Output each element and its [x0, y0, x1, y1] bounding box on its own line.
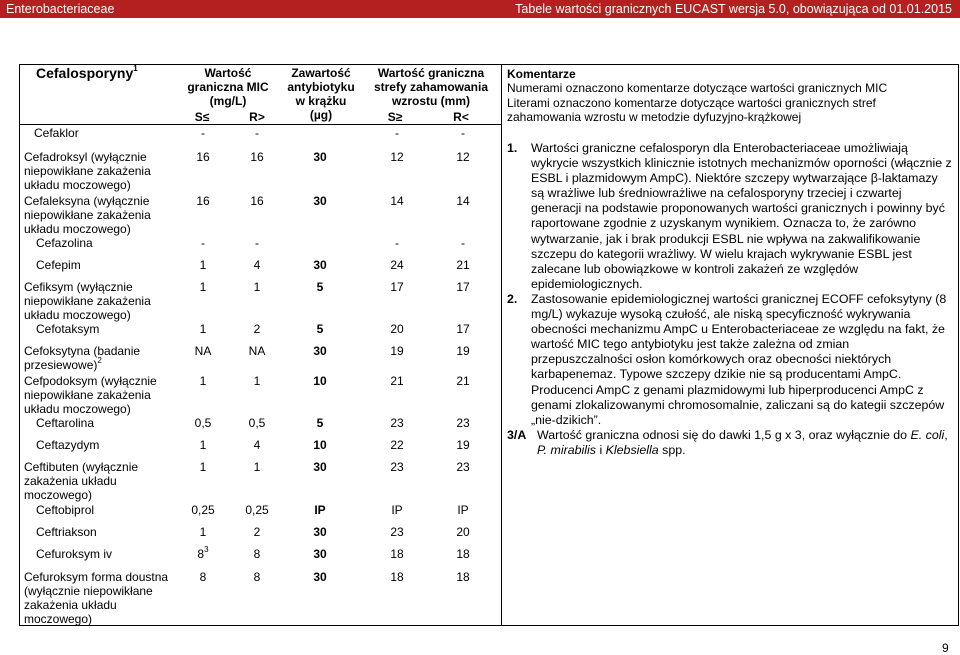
col-header-zone: Wartość graniczna strefy zahamowania wzrostu (mm)	[373, 66, 489, 108]
cell-zone-r: IP	[457, 503, 469, 517]
comments-notes	[507, 141, 953, 458]
cell-disk: 30	[313, 525, 327, 539]
cell-mic-s: 1	[199, 525, 207, 539]
cell-mic-r: -	[255, 126, 259, 140]
cell-zone-s: 23	[390, 416, 404, 430]
cell-mic-s: 1	[199, 258, 207, 272]
cell-mic-r: 8	[253, 570, 261, 584]
cell-mic-s: 8	[199, 570, 207, 584]
cell-disk: 5	[316, 280, 324, 294]
cell-mic-s: 16	[196, 194, 210, 208]
cell-zone-s: 17	[390, 280, 404, 294]
page-header-banner	[0, 0, 960, 18]
antibiotic-name: Cefoksytyna (badanie przesiewowe)$^2$	[24, 344, 141, 372]
cell-mic-r: 1	[253, 280, 261, 294]
cell-mic-r: 0,25	[245, 503, 269, 517]
table-title: Cefalosporyny$^1$	[36, 64, 138, 81]
header-right-title: Tabele wartości granicznych EUCAST wersja 5.0, obowiązująca od 01.01.2015	[515, 2, 952, 16]
col-header-mic-s: S≤	[194, 110, 210, 124]
cell-mic-r: -	[255, 236, 259, 250]
cell-mic-s: 1	[199, 438, 207, 452]
antibiotic-name: Cefuroksym iv	[36, 547, 113, 561]
cell-mic-s: $8^3$	[197, 545, 209, 561]
antibiotic-name: Ceftarolina	[36, 416, 95, 430]
cell-zone-r: 19	[456, 344, 470, 358]
cell-zone-r: 21	[456, 258, 470, 272]
cell-mic-r: 1	[253, 374, 261, 388]
cell-zone-r: 18	[456, 570, 470, 584]
cell-mic-s: -	[201, 126, 205, 140]
cell-zone-r: -	[461, 126, 465, 140]
cell-zone-r: 17	[456, 280, 470, 294]
antibiotic-name: Cefaleksyna (wyłącznie niepowikłane zakażenia układu moczowego)	[24, 194, 151, 236]
cell-zone-r: 21	[456, 374, 470, 388]
col-header-mic-r: R>	[249, 110, 265, 124]
comments-intro	[507, 67, 953, 124]
col-header-zone-r: R<	[453, 110, 469, 124]
cell-mic-r: 1	[253, 460, 261, 474]
note-2	[507, 292, 953, 428]
antibiotic-name: Cefazolina	[36, 236, 93, 250]
note-number: 1.	[507, 141, 518, 155]
cell-disk: 30	[313, 570, 327, 584]
cell-disk: 30	[313, 258, 327, 272]
table-header-rule	[19, 124, 501, 125]
cell-disk: IP	[314, 503, 326, 517]
note-text: Zastosowanie epidemiologicznej wartości granicznej ECOFF cefoksytyny (8 mg/L) wykazuje wysoką czułość, ale niską specyficzność wykrywania obecności mechanizmu AmpC u Enterobacteriaceae ze względu na fakt, że wartość MIC tego antybiotyku jest także zależna od zmian przepuszczalności osłon komórkowych oraz obecności niektórych karbapenemaz. Typowe szczepy dzikie nie są producentami AmpC. Producenci AmpC z genami plazmidowymi lub hiperproducenci AmpC z genami zlokalizowanymi chromosomalnie, zaliczani są do kategii szczepów „nie-dzikich”.	[531, 291, 947, 427]
cell-zone-r: 14	[456, 194, 470, 208]
cell-zone-s: 24	[390, 258, 404, 272]
antibiotic-name: Cefotaksym	[36, 322, 100, 336]
antibiotic-name: Ceftriakson	[36, 525, 97, 539]
cell-mic-s: 1	[199, 280, 207, 294]
cell-mic-r: 2	[253, 525, 261, 539]
cell-zone-s: 20	[390, 322, 404, 336]
cell-zone-r: 17	[456, 322, 470, 336]
cell-mic-s: NA	[194, 344, 212, 358]
cell-zone-s: 19	[390, 344, 404, 358]
note-1	[507, 141, 953, 292]
cell-mic-s: -	[201, 236, 205, 250]
antibiotic-name: Ceftibuten (wyłącznie zakażenia układu moczowego)	[24, 460, 139, 502]
cell-zone-r: 23	[456, 460, 470, 474]
antibiotic-name: Cefiksym (wyłącznie niepowikłane zakażenia układu moczowego)	[24, 280, 151, 322]
note-number: 2.	[507, 291, 518, 306]
cell-disk: 30	[313, 344, 327, 358]
note-number: 3/A	[507, 427, 527, 442]
note-3a	[507, 428, 953, 458]
note-text: Wartość graniczna odnosi się do dawki 1,5 g x 3, oraz wyłącznie do E. coli, P. mirabilis i Klebsiella spp.	[537, 427, 948, 457]
cell-disk: 30	[313, 150, 327, 164]
cell-disk: 30	[313, 460, 327, 474]
antibiotic-name: Ceftazydym	[36, 438, 100, 452]
cell-zone-r: 20	[456, 525, 470, 539]
cell-mic-r: 0,5	[248, 416, 266, 430]
antibiotic-name: Cefadroksyl (wyłącznie niepowikłane zakażenia układu moczowego)	[24, 150, 151, 192]
cell-zone-r: -	[461, 236, 465, 250]
cell-disk: 30	[313, 547, 327, 561]
cell-mic-s: 1	[199, 460, 207, 474]
cell-mic-s: 0,5	[194, 416, 212, 430]
cell-disk: 10	[313, 374, 327, 388]
cell-zone-r: 23	[456, 416, 470, 430]
header-left-title: Enterobacteriaceae	[6, 2, 115, 16]
cell-zone-s: 23	[390, 525, 404, 539]
cell-zone-s: 23	[390, 460, 404, 474]
cell-mic-r: 2	[253, 322, 261, 336]
cell-mic-r: 16	[250, 150, 264, 164]
table-divider	[501, 64, 502, 626]
comments-zone-line: Literami oznaczono komentarze dotyczące wartości granicznych stref zahamowania wzrostu w metodzie dyfuzyjno-krążkowej	[507, 95, 876, 124]
comments-mic-line: Numerami oznaczono komentarze dotyczące wartości granicznych MIC	[507, 81, 888, 96]
cell-zone-s: 14	[390, 194, 404, 208]
antibiotic-name: Ceftobiprol	[36, 503, 95, 517]
cell-zone-r: 18	[456, 547, 470, 561]
cell-mic-s: 1	[199, 374, 207, 388]
cell-zone-s: IP	[391, 503, 403, 517]
antibiotic-name: Cefuroksym forma doustna (wyłącznie niepowikłane zakażenia układu moczowego)	[24, 570, 169, 626]
cell-mic-r: 8	[253, 547, 261, 561]
comments-heading: Komentarze	[507, 67, 576, 81]
cell-zone-r: 12	[456, 150, 470, 164]
cell-zone-s: -	[395, 236, 399, 250]
cell-zone-s: 21	[390, 374, 404, 388]
cell-mic-r: NA	[248, 344, 266, 358]
col-header-disk: Zawartość antybiotyku w krążku (µg)	[287, 66, 355, 122]
cell-zone-r: 19	[456, 438, 470, 452]
cell-zone-s: -	[395, 126, 399, 140]
col-header-zone-s: S≥	[387, 110, 403, 124]
cell-disk: 30	[313, 194, 327, 208]
antibiotic-name: Cefepim	[36, 258, 81, 272]
cell-disk: 10	[313, 438, 327, 452]
cell-disk: 5	[316, 416, 324, 430]
cell-disk: 5	[316, 322, 324, 336]
cell-mic-r: 4	[253, 438, 261, 452]
cell-zone-s: 22	[390, 438, 404, 452]
cell-zone-s: 18	[390, 570, 404, 584]
cell-mic-r: 4	[253, 258, 261, 272]
antibiotic-name: Cefaklor	[34, 126, 79, 140]
antibiotic-name: Cefpodoksym (wyłącznie niepowikłane zakażenia układu moczowego)	[24, 374, 157, 416]
cell-mic-r: 16	[250, 194, 264, 208]
cell-mic-s: 0,25	[191, 503, 215, 517]
cell-zone-s: 18	[390, 547, 404, 561]
cell-zone-s: 12	[390, 150, 404, 164]
col-header-mic: Wartość graniczna MIC (mg/L)	[187, 66, 269, 108]
cell-mic-s: 16	[196, 150, 210, 164]
note-text: Wartości graniczne cefalosporyn dla Enterobacteriaceae umożliwiają wykrycie wszystkich klinicznie istotnych mechanizmów oporności (włącznie z ESBL i plazmidowym AmpC). Niektóre szczepy wytwarzające β-laktamazy są wrażliwe lub średniowrażliwe na cefalosporyny trzeciej i czwartej generacji na podstawie proponowanych wartości granicznych i powinny być raportowane zgodnie z uzyskanym wynikiem. Oznacza to, że zarówno wytwarzanie, jak i brak produkcji ESBL nie wpływa na zakwalifikowanie szczepu do kategorii wrażliwy. W wielu krajach wykrywanie ESBL jest zalecane lub obowiązkowe w kontroli zakażeń ze względów epidemiologicznych.	[531, 141, 952, 291]
cell-mic-s: 1	[199, 322, 207, 336]
page-number: 9	[942, 641, 949, 655]
